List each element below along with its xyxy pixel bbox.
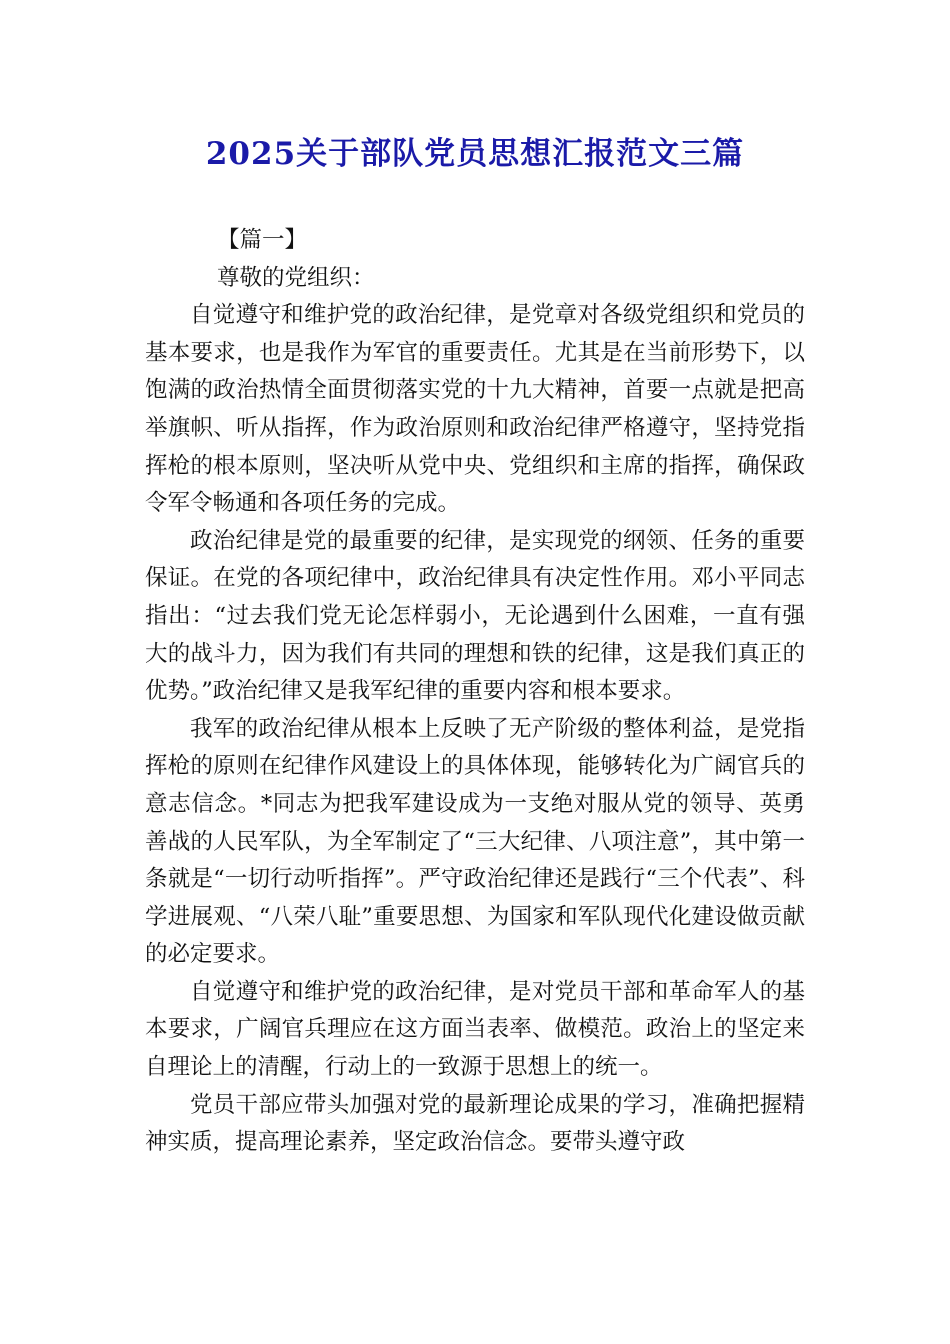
section-label: 【篇一】 — [217, 227, 308, 253]
paragraph: 自觉遵守和维护党的政治纪律，是对党员干部和革命军人的基本要求，广阔官兵理应在这方面当表率、做模范。政治上的坚定来自理论上的清醒，行动上的一致源于思想上的统一。 — [145, 978, 805, 1081]
document-body — [145, 222, 805, 1162]
paragraph: 我军的政治纪律从根本上反映了无产阶级的整体利益，是党指挥枪的原则在纪律作风建设上的具体体现，能够转化为广阔官兵的意志信念。*同志为把我军建设成为一支绝对服从党的领导、英勇善战的人民军队，为全军制定了“三大纪律、八项注意”，其中第一条就是“一切行动听指挥”。严守政治纪律还是践行“三个代表”、科学进展观、“八荣八耻”重要思想、为国家和军队现代化建设做贡献的必定要求。 — [145, 715, 805, 968]
salutation: 尊敬的党组织： — [217, 264, 375, 291]
document-title: 2025关于部队党员思想汇报范文三篇 — [205, 136, 745, 172]
paragraph: 自觉遵守和维护党的政治纪律，是党章对各级党组织和党员的基本要求，也是我作为军官的重要责任。尤其是在当前形势下，以饱满的政治热情全面贯彻落实党的十九大精神，首要一点就是把高举旗帜、听从指挥，作为政治原则和政治纪律严格遵守，坚持党指挥枪的根本原则，坚决听从党中央、党组织和主席的指挥，确保政令军令畅通和各项任务的完成。 — [145, 302, 805, 517]
paragraph: 政治纪律是党的最重要的纪律，是实现党的纲领、任务的重要保证。在党的各项纪律中，政治纪律具有决定性作用。邓小平同志指出：“过去我们党无论怎样弱小，无论遇到什么困难，一直有强大的战斗力，因为我们有共同的理想和铁的纪律，这是我们真正的优势。”政治纪律又是我军纪律的重要内容和根本要求。 — [145, 527, 805, 705]
paragraph: 党员干部应带头加强对党的最新理论成果的学习，准确把握精神实质，提高理论素养，坚定政治信念。要带头遵守政 — [145, 1091, 805, 1156]
